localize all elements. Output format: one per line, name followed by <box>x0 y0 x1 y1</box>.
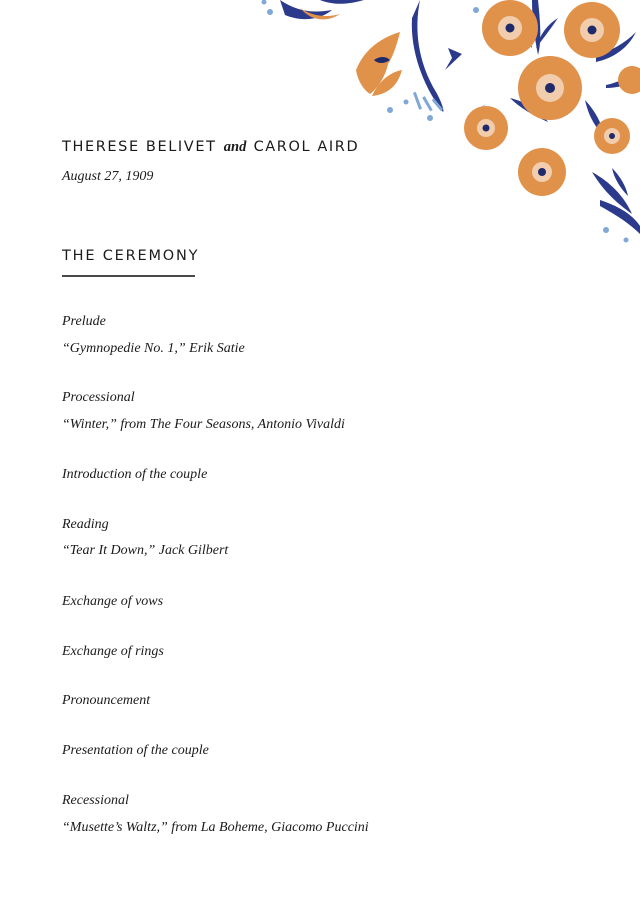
section-divider <box>62 275 195 277</box>
name-carol: CAROL AIRD <box>253 139 360 155</box>
name-therese: THERESE BELIVET <box>62 139 217 155</box>
program-item-detail: “Musette’s Waltz,” from La Boheme, Giacomo Puccini <box>62 820 369 835</box>
name-conjunction: and <box>223 139 247 155</box>
program-item-detail: “Winter,” from The Four Seasons, Antonio Vivaldi <box>62 417 345 432</box>
program-item-title: Presentation of the couple <box>62 743 209 758</box>
couple-names <box>62 139 359 156</box>
program-item-title: Recessional <box>62 793 129 808</box>
program-item-title: Exchange of vows <box>62 594 164 609</box>
program-item-title: Prelude <box>62 314 106 329</box>
floral-decoration <box>240 0 640 245</box>
program-item-detail: “Gymnopedie No. 1,” Erik Satie <box>62 341 245 356</box>
program-item-title: Processional <box>62 390 135 405</box>
program-item-title: Exchange of rings <box>62 644 164 659</box>
program-item-title: Reading <box>62 517 109 532</box>
section-title: THE CEREMONY <box>62 248 200 264</box>
program-item-detail: “Tear It Down,” Jack Gilbert <box>62 543 229 558</box>
program-item-title: Pronouncement <box>62 693 151 708</box>
program-item-title: Introduction of the couple <box>62 467 208 482</box>
wedding-date: August 27, 1909 <box>62 169 154 184</box>
